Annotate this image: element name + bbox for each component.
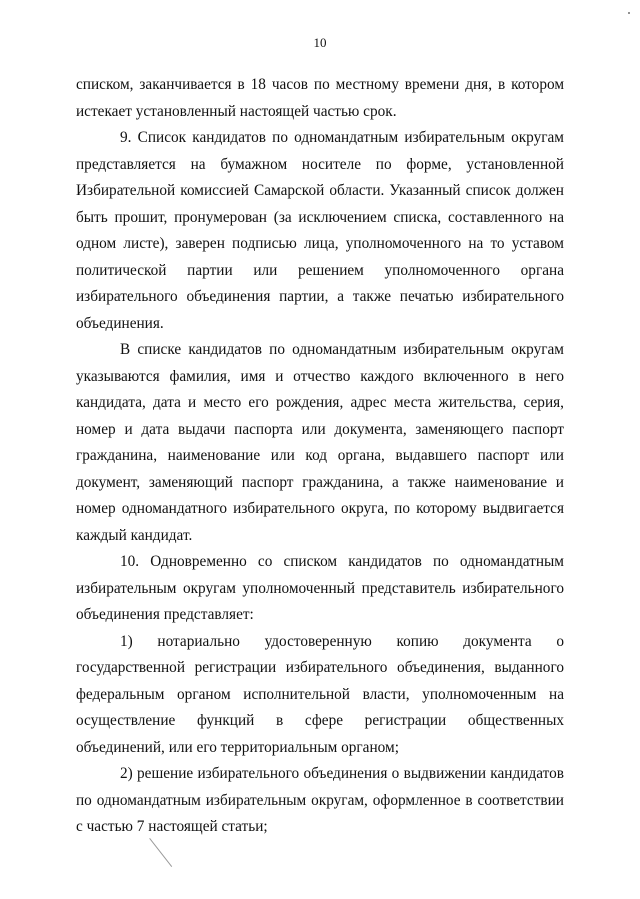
paragraph-item-10: 10. Одновременно со списком кандидатов по одномандатным избирательным округам уполномоченный представитель избирательного объединения представляет: [76, 553, 564, 623]
paragraph-subitem-1: 1) нотариально удостоверенную копию документа о государственной регистрации избирательного объединения, выданного федеральным органом исполнительной власти, уполномоченным на осуществление функций в сфере регистрации общественных объединений, или его территориальным органом; [76, 632, 564, 756]
scan-speck [628, 12, 630, 14]
scan-mark [150, 838, 190, 878]
paragraph-item-9: 9. Список кандидатов по одномандатным избирательным округам представляется на бумажном носителе по форме, установленной Избирательной комиссией Самарской области. Указанный список должен быть прошит, пронумерован (за исключением списка, составленного на одном листе), заверен подписью лица, уполномоченного на то уставом политической партии или решением уполномоченного органа избирательного объединения партии, а также печатью избирательного объединения. [76, 129, 564, 332]
page-number: 10 [313, 35, 327, 50]
paragraph-list-contents: В списке кандидатов по одномандатным избирательным округам указываются фамилия, имя и отчество каждого включенного в него кандидата, дата и место его рождения, адрес места жительства, серия, номер и дата выдачи паспорта или документа, заменяющего паспорт гражданина, наименование или код органа, выдавшего паспорт или документ, заменяющий паспорт гражданина, а также наименование и номер одномандатного избирательного округа, по которому выдвигается каждый кандидат. [76, 341, 564, 544]
document-body [76, 72, 564, 841]
paragraph-subitem-2: 2) решение избирательного объединения о выдвижении кандидатов по одномандатным избирательным округам, оформленное в соответствии с частью 7 настоящей статьи; [76, 765, 564, 835]
paragraph-continuation: списком, заканчивается в 18 часов по местному времени дня, в котором истекает установленный настоящей частью срок. [76, 76, 564, 120]
